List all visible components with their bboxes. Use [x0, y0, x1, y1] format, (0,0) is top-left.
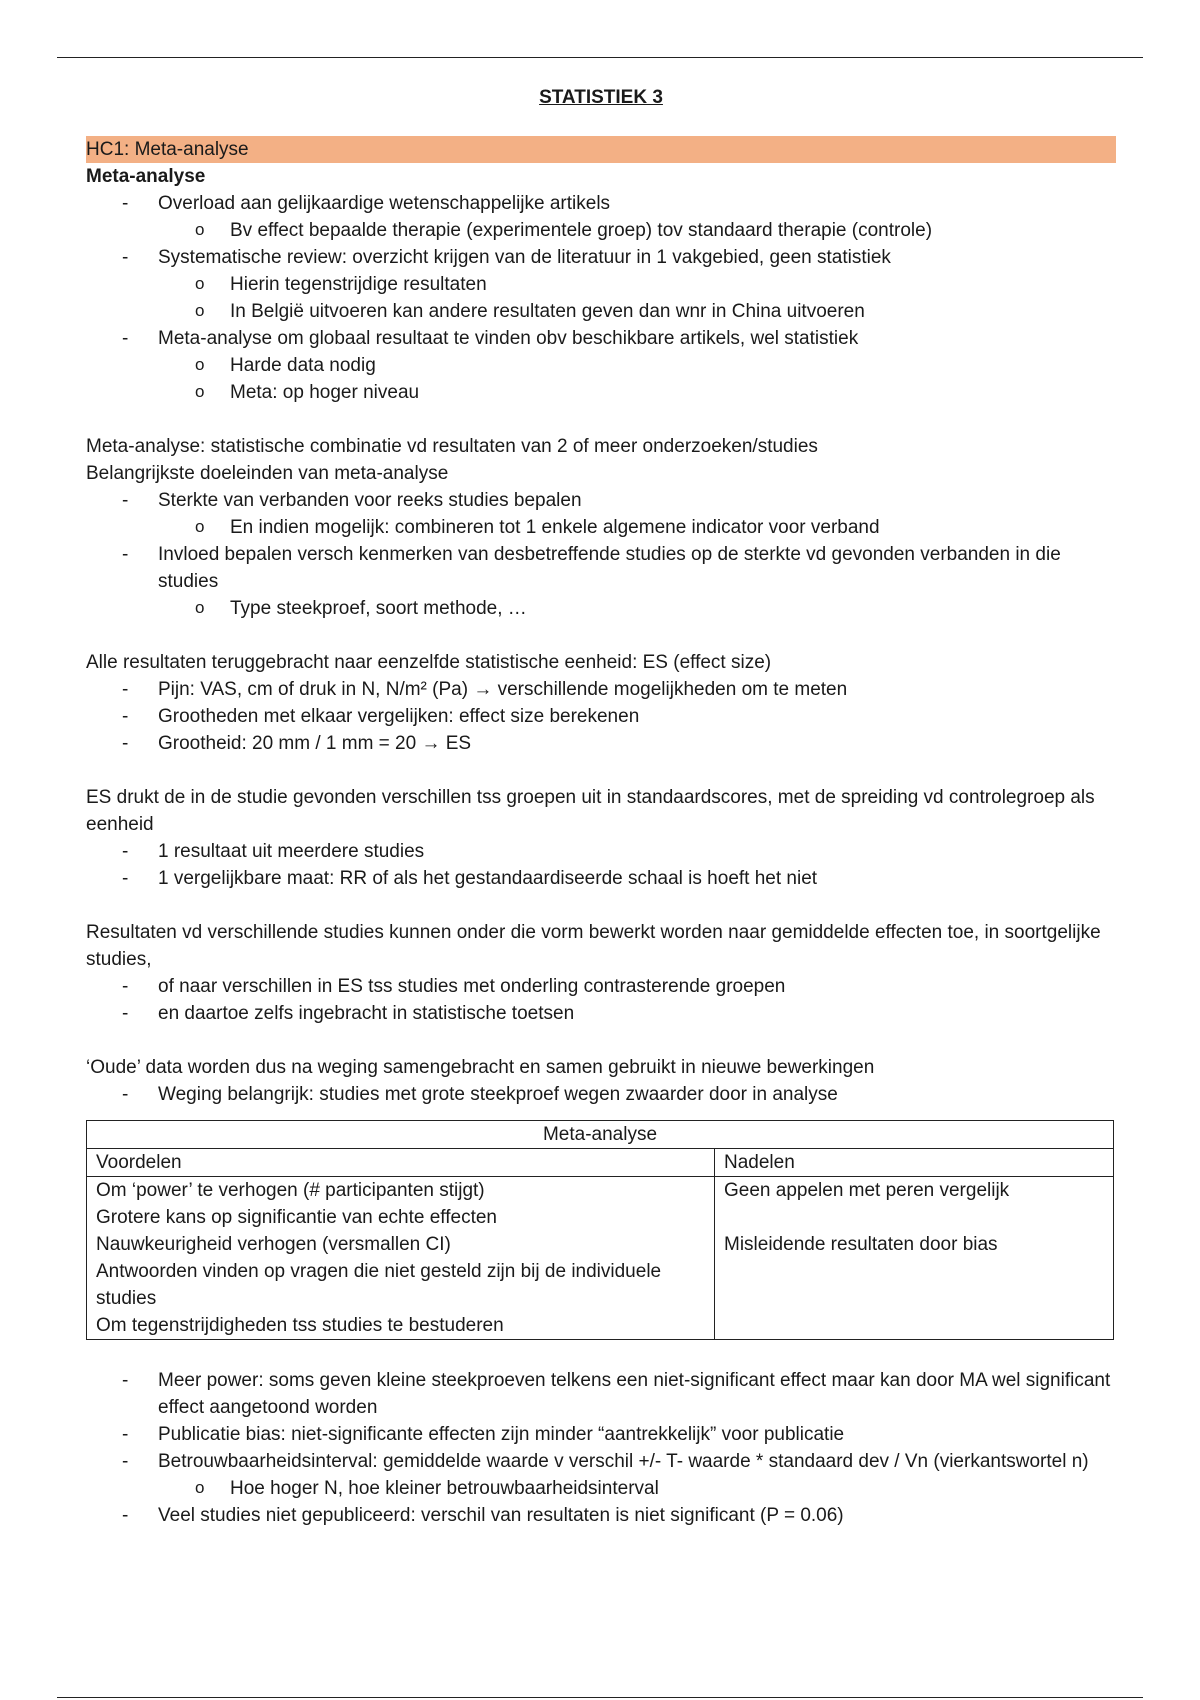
list-item: - of naar verschillen in ES tss studies met onderling contrasterende groepen — [86, 973, 1116, 1000]
bullet-list-results — [86, 973, 1116, 1027]
document-title: STATISTIEK 3 — [539, 87, 663, 108]
sub-list-item: o Harde data nodig — [86, 352, 1116, 379]
bullet-list-goals — [86, 487, 1116, 622]
bullet-list-notes — [86, 1367, 1116, 1529]
voordelen-cell — [87, 1177, 715, 1340]
list-item: - Meer power: soms geven kleine steekproeven telkens een niet-significant effect maar kan door MA wel significant effect aangetoond worden — [86, 1367, 1116, 1421]
paragraph-es-definition: ES drukt de in de studie gevonden verschillen tss groepen uit in standaardscores, met de spreiding vd controlegroep als eenheid — [86, 787, 1095, 835]
table-cell-line: Antwoorden vinden op vragen die niet gesteld zijn bij de individuele studies — [96, 1261, 662, 1309]
list-item: - 1 vergelijkbare maat: RR of als het gestandaardiseerde schaal is hoeft het niet — [86, 865, 1116, 892]
paragraph-old-data: ‘Oude’ data worden dus na weging samengebracht en samen gebruikt in nieuwe bewerkingen — [86, 1057, 875, 1078]
list-item: - Publicatie bias: niet-significante effecten zijn minder “aantrekkelijk” voor publicatie — [86, 1421, 1116, 1448]
paragraph-effect-size: Alle resultaten teruggebracht naar eenzelfde statistische eenheid: ES (effect size) — [86, 652, 772, 673]
list-item: - Grootheden met elkaar vergelijken: effect size berekenen — [86, 703, 1116, 730]
list-item: - Pijn: VAS, cm of druk in N, N/m² (Pa) → verschillende mogelijkheden om te meten — [86, 676, 1116, 703]
table-cell-line: Geen appelen met peren vergelijk — [724, 1180, 1010, 1201]
table-cell-line: Grotere kans op significantie van echte effecten — [96, 1207, 498, 1228]
list-item: - Veel studies niet gepubliceerd: verschil van resultaten is niet significant (P = 0.06) — [86, 1502, 1116, 1529]
nadelen-cell — [715, 1177, 1114, 1340]
list-item: - Weging belangrijk: studies met grote steekproef wegen zwaarder door in analyse — [86, 1081, 1116, 1108]
list-item: - Overload aan gelijkaardige wetenschappelijke artikels — [86, 190, 1116, 217]
document-page — [86, 84, 1116, 1529]
sub-list-item: o Type steekproef, soort methode, … — [86, 595, 1116, 622]
sub-list-item: o Hoe hoger N, hoe kleiner betrouwbaarheidsinterval — [86, 1475, 1116, 1502]
bullet-list-overview — [86, 190, 1116, 406]
table-cell-line: Om tegenstrijdigheden tss studies te bestuderen — [96, 1315, 504, 1336]
sub-list-item: o In België uitvoeren kan andere resultaten geven dan wnr in China uitvoeren — [86, 298, 1116, 325]
table-header: Meta-analyse — [87, 1121, 1114, 1149]
meta-analysis-table — [86, 1120, 1114, 1340]
paragraph-results: Resultaten vd verschillende studies kunnen onder die vorm bewerkt worden naar gemiddelde effecten toe, in soortgelijke studies, — [86, 922, 1101, 970]
sub-list-item: o En indien mogelijk: combineren tot 1 enkele algemene indicator voor verband — [86, 514, 1116, 541]
list-item: - 1 resultaat uit meerdere studies — [86, 838, 1116, 865]
list-item: - Betrouwbaarheidsinterval: gemiddelde waarde v verschil +/- T- waarde * standaard dev / Vn (vierkantswortel n) — [86, 1448, 1116, 1475]
table-cell-line: Om ‘power’ te verhogen (# participanten stijgt) — [96, 1180, 485, 1201]
paragraph-definition: Meta-analyse: statistische combinatie vd resultaten van 2 of meer onderzoeken/studies — [86, 436, 818, 457]
top-rule — [57, 57, 1143, 58]
sub-list-item: o Bv effect bepaalde therapie (experimentele groep) tov standaard therapie (controle) — [86, 217, 1116, 244]
bottom-rule — [57, 1697, 1143, 1698]
list-item: - Meta-analyse om globaal resultaat te vinden obv beschikbare artikels, wel statistiek — [86, 325, 1116, 352]
section-heading: HC1: Meta-analyse — [86, 136, 1116, 163]
list-item: - Invloed bepalen versch kenmerken van desbetreffende studies op de sterkte vd gevonden verbanden in die studies — [86, 541, 1116, 595]
bullet-list-weighting — [86, 1081, 1116, 1108]
sub-list-item: o Hierin tegenstrijdige resultaten — [86, 271, 1116, 298]
table-cell-line: Nauwkeurigheid verhogen (versmallen CI) — [96, 1234, 451, 1255]
list-item: - Sterkte van verbanden voor reeks studies bepalen — [86, 487, 1116, 514]
list-item: - Systematische review: overzicht krijgen van de literatuur in 1 vakgebied, geen statistiek — [86, 244, 1116, 271]
bullet-list-effect-size — [86, 676, 1116, 757]
list-item: - en daartoe zelfs ingebracht in statistische toetsen — [86, 1000, 1116, 1027]
column-header-nadelen: Nadelen — [715, 1149, 1114, 1177]
sub-list-item: o Meta: op hoger niveau — [86, 379, 1116, 406]
list-item: - Grootheid: 20 mm / 1 mm = 20 → ES — [86, 730, 1116, 757]
subheading: Meta-analyse — [86, 166, 206, 187]
table-cell-line: Misleidende resultaten door bias — [724, 1234, 998, 1255]
bullet-list-es — [86, 838, 1116, 892]
paragraph-goals: Belangrijkste doeleinden van meta-analyse — [86, 463, 449, 484]
column-header-voordelen: Voordelen — [87, 1149, 715, 1177]
